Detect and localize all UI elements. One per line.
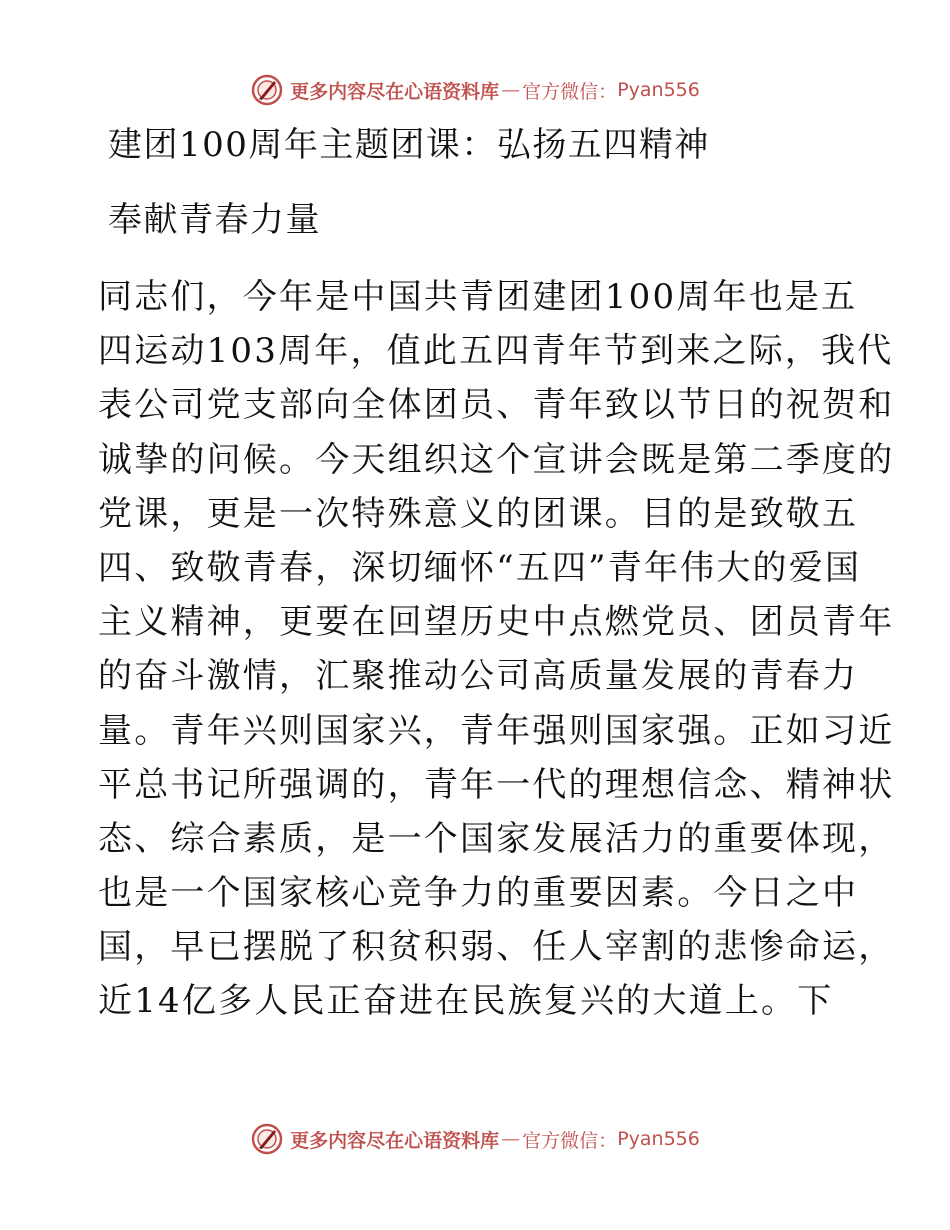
body-line: 同志们，今年是中国共青团建团100周年也是五 — [98, 277, 858, 317]
header-watermark — [0, 70, 950, 110]
body-line: 党课，更是一次特殊意义的团课。目的是致敬五 — [98, 493, 859, 534]
quill-logo-icon — [250, 1122, 284, 1156]
quill-logo-icon — [250, 73, 284, 107]
footer-watermark — [0, 1119, 950, 1159]
watermark-site-name: 更多内容尽在心语资料库 — [290, 1129, 500, 1152]
body-line: 主义精神，更要在回望历史中点燃党员、团员青年 — [98, 602, 895, 643]
body-line: 近14亿多人民正奋进在民族复兴的大道上。下 — [98, 981, 834, 1022]
body-line: 诚挚的问候。今天组织这个宣讲会既是第二季度的 — [98, 439, 895, 480]
body-line: 平总书记所强调的，青年一代的理想信念、精神状 — [98, 764, 895, 805]
watermark-wechat-label: 官方微信： — [522, 1129, 618, 1152]
watermark-site-name: 更多内容尽在心语资料库 — [290, 80, 500, 103]
body-line: 也是一个国家核心竞争力的重要因素。今日之中 — [98, 873, 859, 914]
watermark-wechat-id: Pyan556 — [617, 79, 700, 101]
body-line: 态、综合素质，是一个国家发展活力的重要体现， — [98, 818, 895, 859]
watermark-wechat-label: 官方微信： — [522, 80, 618, 103]
document-title-line-1: 建团100周年主题团课：弘扬五四精神 — [108, 125, 710, 165]
body-line: 的奋斗激情，汇聚推动公司高质量发展的青春力 — [98, 656, 859, 697]
watermark-separator: — — [501, 1128, 521, 1150]
body-line: 四运动103周年，值此五四青年节到来之际，我代 — [98, 331, 894, 372]
body-line: 表公司党支部向全体团员、青年致以节日的祝贺和 — [98, 385, 895, 426]
watermark-wechat-id: Pyan556 — [617, 1128, 700, 1150]
body-line: 四、致敬青春，深切缅怀“五四”青年伟大的爱国 — [98, 547, 862, 588]
watermark-separator: — — [501, 79, 521, 101]
body-line: 国，早已摆脱了积贫积弱、任人宰割的悲惨命运， — [98, 927, 895, 968]
document-title-line-2: 奉献青春力量 — [108, 200, 321, 240]
body-line: 量。青年兴则国家兴，青年强则国家强。正如习近 — [98, 710, 895, 751]
body-paragraph — [98, 270, 895, 1029]
